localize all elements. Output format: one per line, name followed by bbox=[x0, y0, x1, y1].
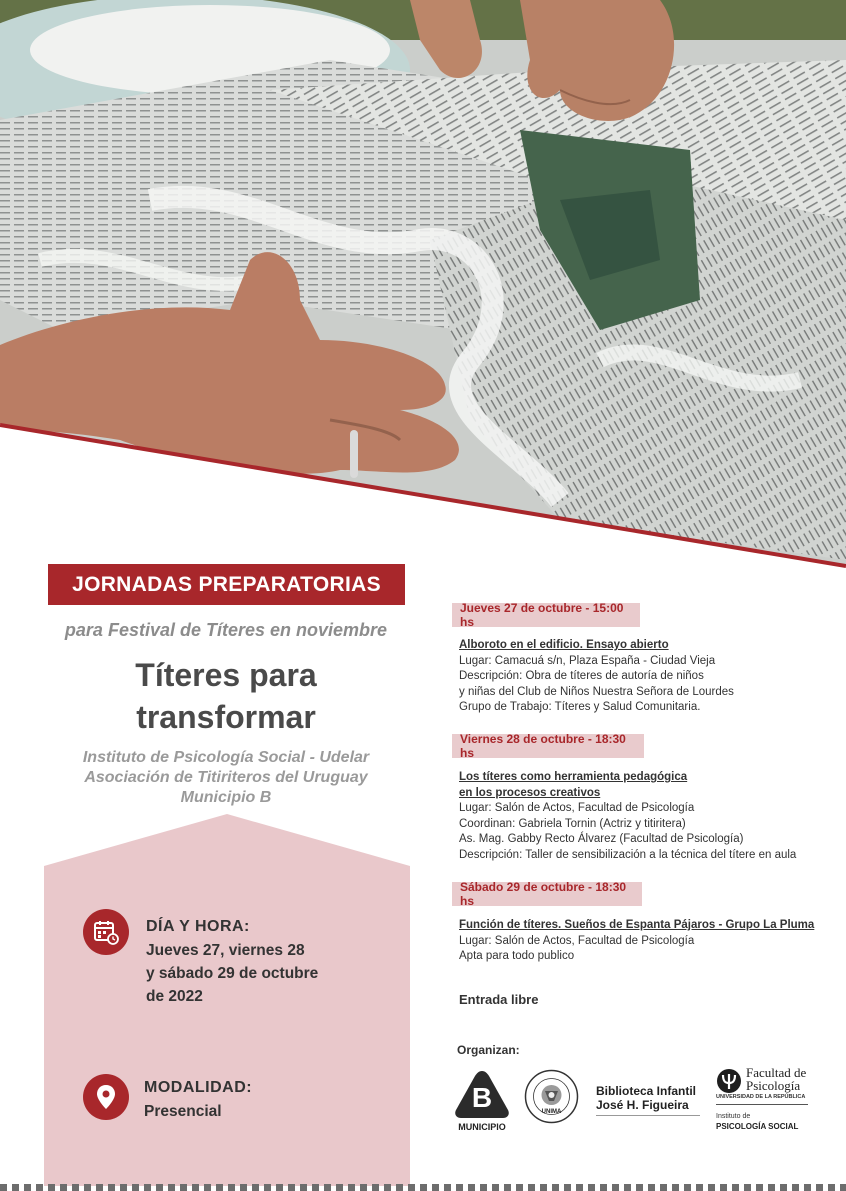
unima-label: UNIMA bbox=[541, 1109, 562, 1115]
unima-logo bbox=[524, 1069, 579, 1124]
date-line: Jueves 27, viernes 28 bbox=[146, 942, 305, 959]
organizers-heading: Organizan: bbox=[457, 1043, 520, 1057]
organizer-item: Municipio B bbox=[180, 789, 272, 806]
organizer-list bbox=[40, 748, 412, 808]
event-block bbox=[459, 638, 839, 716]
facultad-line-2: Psicología bbox=[746, 1078, 801, 1093]
date-line: y sábado 29 de octubre bbox=[146, 965, 319, 982]
event-detail: Apta para todo publico bbox=[459, 950, 575, 962]
event-block bbox=[459, 918, 839, 965]
event-block bbox=[459, 770, 839, 863]
calendar-icon bbox=[83, 909, 129, 955]
day-chip: Viernes 28 de octubre - 18:30 hs bbox=[452, 734, 644, 758]
page-title bbox=[40, 654, 412, 738]
event-series-banner: JORNADAS PREPARATORIAS bbox=[48, 564, 405, 605]
paper-mache-photo-icon bbox=[0, 0, 846, 570]
psi-symbol-icon bbox=[716, 1068, 742, 1094]
day-chip: Jueves 27 de octubre - 15:00 hs bbox=[452, 603, 640, 627]
title-line-2: transformar bbox=[136, 699, 316, 735]
biblioteca-line-2: José H. Figueira bbox=[596, 1098, 689, 1112]
municipio-letter: B bbox=[471, 1082, 493, 1113]
event-detail: Lugar: Salón de Actos, Facultad de Psicología bbox=[459, 802, 695, 814]
event-detail: Descripción: Taller de sensibilización a la técnica del títere en aula bbox=[459, 848, 797, 861]
hero-photo bbox=[0, 0, 846, 570]
facultad-line-3: UNIVERSIDAD DE LA REPÚBLICA bbox=[716, 1094, 806, 1100]
date-label: DÍA Y HORA: bbox=[146, 918, 250, 935]
event-detail: As. Mag. Gabby Recto Álvarez (Facultad de Psicología) bbox=[459, 833, 744, 845]
event-detail: Descripción: Obra de títeres de autoría de niños bbox=[459, 670, 704, 682]
event-title: Alboroto en el edificio. Ensayo abierto bbox=[459, 639, 669, 651]
subtitle: para Festival de Títeres en noviembre bbox=[64, 620, 388, 640]
date-value bbox=[146, 939, 318, 1008]
municipio-b-logo bbox=[452, 1068, 512, 1134]
modality-label: MODALIDAD: bbox=[144, 1079, 253, 1096]
event-title: Los títeres como herramienta pedagógica bbox=[459, 771, 688, 783]
organizer-item: Instituto de Psicología Social - Udelar bbox=[82, 749, 370, 766]
biblioteca-underline bbox=[596, 1115, 700, 1116]
facultad-line-1: Facultad de bbox=[746, 1065, 807, 1080]
organizer-item: Asociación de Titiriteros del Uruguay bbox=[84, 769, 368, 786]
free-entry-note: Entrada libre bbox=[459, 992, 539, 1007]
instituto-line-2: PSICOLOGÍA SOCIAL bbox=[716, 1122, 799, 1131]
biblioteca-logo bbox=[596, 1084, 706, 1116]
municipio-name: MUNICIPIO bbox=[458, 1122, 506, 1132]
event-detail: Lugar: Camacuá s/n, Plaza España - Ciudad Vieja bbox=[459, 654, 716, 667]
date-line: de 2022 bbox=[146, 988, 203, 1005]
event-detail: Grupo de Trabajo: Títeres y Salud Comunitaria. bbox=[459, 701, 701, 713]
day-chip: Sábado 29 de octubre - 18:30 hs bbox=[452, 882, 642, 906]
event-title: Función de títeres. Sueños de Espanta Pájaros - Grupo La Pluma bbox=[459, 919, 815, 931]
modality-value: Presencial bbox=[144, 1103, 222, 1120]
unima-seal-icon bbox=[524, 1069, 579, 1124]
facultad-divider bbox=[716, 1104, 808, 1105]
event-detail: Lugar: Salón de Actos, Facultad de Psicología bbox=[459, 934, 695, 947]
biblioteca-line-1: Biblioteca Infantil bbox=[596, 1084, 697, 1098]
event-title: en los procesos creativos bbox=[459, 786, 601, 799]
event-detail: y niñas del Club de Niños Nuestra Señora de Lourdes bbox=[459, 685, 734, 698]
event-detail: Coordinan: Gabriela Tornin (Actriz y titiritera) bbox=[459, 817, 686, 830]
instituto-line-1: Instituto de bbox=[716, 1113, 751, 1120]
bottom-dotted-border bbox=[0, 1184, 846, 1191]
location-pin-icon bbox=[83, 1074, 129, 1120]
title-line-1: Títeres para bbox=[135, 657, 317, 693]
